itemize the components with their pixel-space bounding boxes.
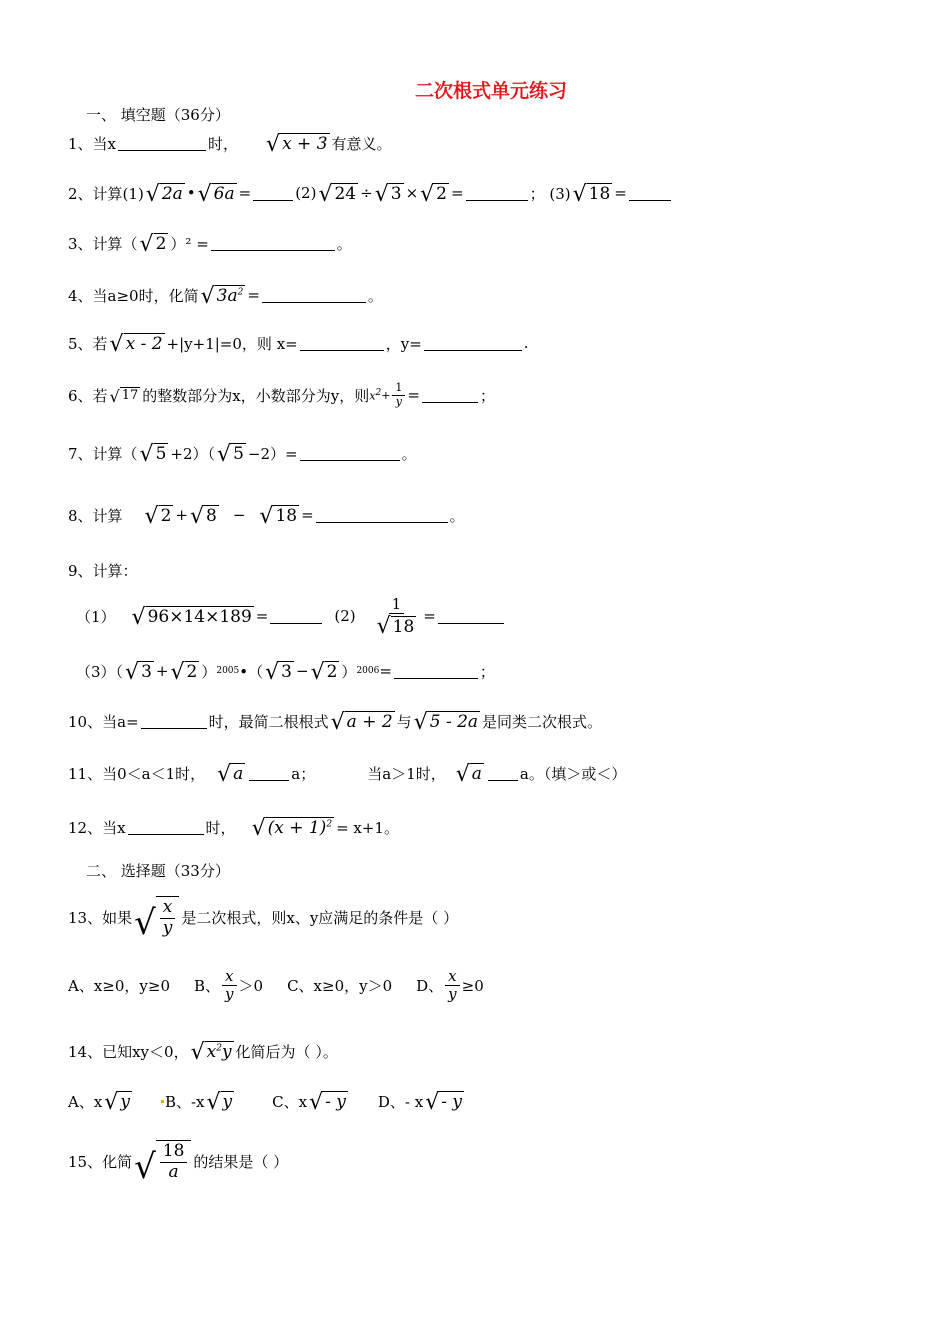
q1-text-c: 有意义。	[331, 134, 392, 153]
question-13	[68, 896, 459, 944]
q5-text-b: +|y+1|=0，则 x=	[166, 334, 298, 353]
q12-text-c: = x+1。	[336, 818, 399, 837]
q2-text-f: =	[614, 184, 627, 202]
q2-radical-6a: √ 6a	[197, 182, 235, 207]
q3-answer-blank[interactable]	[211, 236, 335, 251]
q11-text-a: 11、当0＜a＜1时，	[68, 764, 206, 783]
q9-blank-1[interactable]	[270, 609, 322, 624]
q2-radical-2: √ 2	[420, 182, 447, 207]
q10-radical-5-minus-2a: √ 5 - 2a	[413, 710, 479, 735]
q9-text-e: =	[423, 607, 436, 626]
q14-text-b: 化简后为（ ）。	[235, 1042, 338, 1061]
question-14	[68, 1040, 338, 1065]
q7-text-c: −2）=	[247, 444, 298, 463]
question-5	[68, 332, 529, 357]
q14-option-c-radical: √ - y	[309, 1090, 346, 1115]
q9-exponent-2005: 2005	[216, 666, 240, 676]
q6-answer-blank[interactable]	[422, 388, 478, 403]
q9-text-h: ）	[201, 662, 217, 681]
q13-option-b-text: ＞0	[238, 977, 264, 996]
q9-radical-3a: √ 3	[125, 660, 152, 685]
q9-fraction-1-over-root18: 1 √ 18	[376, 595, 415, 640]
q7-text-b: +2）（	[170, 444, 216, 463]
q4-text-b: =	[247, 286, 260, 304]
question-8	[68, 504, 465, 529]
question-7	[68, 442, 417, 467]
section-choice-label: 二、 选择题（33分）	[86, 862, 230, 880]
q8-text-c: −	[232, 506, 246, 524]
q10-text-a: 10、当a=	[68, 712, 139, 731]
q9-text-k: −	[295, 662, 309, 680]
q6-radical-17: √ 17	[109, 387, 139, 407]
q4-text-c: 。	[367, 286, 383, 305]
q1-text-b: 时，	[208, 134, 239, 153]
q8-radical-8: √ 8	[189, 504, 217, 529]
q5-text-d: .	[523, 334, 529, 352]
page-title: 二次根式单元练习	[414, 80, 567, 102]
q2-radical-24: √ 24	[318, 182, 357, 207]
q15-text-a: 15、化简	[68, 1152, 133, 1171]
q10-text-c: 与	[396, 712, 412, 731]
q3-radical-2: √ 2	[139, 232, 167, 257]
q1-answer-blank[interactable]	[118, 136, 206, 151]
q9-radical-product: √ 96×14×189	[131, 605, 252, 631]
q2-blank-1[interactable]	[253, 186, 293, 201]
q6-text-b: 的整数部分为x，小数部分为y，则	[142, 386, 370, 405]
q13-text-a: 13、如果	[68, 908, 133, 927]
q9-radical-2a: √ 2	[170, 660, 198, 685]
question-12	[68, 816, 399, 841]
q1-text-a: 1、当x	[68, 134, 117, 153]
q14-text-a: 14、已知xy＜0，	[68, 1042, 189, 1061]
question-1	[68, 132, 392, 157]
q4-radical-3a2: √ $3a^2$	[200, 284, 244, 309]
q13-option-a[interactable]: A、x≥0，y≥0	[68, 977, 170, 996]
q2-radical-2a: √ 2a	[145, 182, 183, 207]
q14-option-a[interactable]: A、x	[68, 1092, 103, 1111]
q8-text-e: 。	[449, 506, 465, 525]
q6-text-d: ；	[479, 386, 495, 405]
q7-answer-blank[interactable]	[300, 446, 400, 461]
q11-text-d: a。（填＞或＜）	[519, 764, 627, 783]
q14-option-d[interactable]: D、- x	[377, 1092, 424, 1111]
q13-option-b-fraction: $\frac{x}{y}$	[222, 968, 236, 1004]
q13-option-d-fraction: $\frac{x}{y}$	[445, 968, 459, 1004]
q6-text-a: 6、若	[68, 386, 108, 405]
q14-option-d-radical: √ - y	[425, 1090, 462, 1115]
q2-blank-2[interactable]	[466, 186, 528, 201]
q13-option-d[interactable]: D、	[416, 977, 444, 996]
q15-text-b: 的结果是（ ）	[193, 1152, 289, 1171]
question-9-part-1-2	[76, 595, 506, 640]
q7-text-a: 7、计算（	[68, 444, 138, 463]
q11-text-c: 当a＞1时，	[367, 764, 446, 783]
q11-text-b: a；	[291, 764, 316, 783]
q13-option-b[interactable]: B、	[194, 977, 221, 996]
q9-blank-2[interactable]	[438, 609, 504, 624]
q10-text-d: 是同类二次根式。	[482, 712, 603, 731]
q10-text-b: 时，最简二根根式	[208, 712, 329, 731]
question-9-part-3	[76, 660, 495, 685]
q1-radical: √ x + 3	[266, 132, 328, 157]
q14-option-c[interactable]: C、x	[272, 1092, 308, 1111]
q9-text-a: 9、计算：	[68, 562, 138, 580]
q13-text-b: 是二次根式，则x、y应满足的条件是（ ）	[181, 908, 459, 927]
q5-text-c: ，y=	[385, 334, 422, 353]
q8-radical-2: √ 2	[144, 504, 172, 529]
q9-text-b: （1）	[76, 607, 116, 626]
q11-radical-a-1: √ a	[217, 762, 244, 787]
q9-text-l: ）	[341, 662, 357, 681]
q5-text-a: 5、若	[68, 334, 108, 353]
q9-blank-3[interactable]	[394, 664, 478, 679]
q9-text-f: （3）（	[76, 662, 124, 681]
q13-option-c[interactable]: C、x≥0，y＞0	[287, 977, 393, 996]
q12-radical: √ $(x + 1)^2$	[251, 816, 333, 841]
q9-exponent-2006: 2006	[356, 666, 380, 676]
question-2: 2、计算(1) √ 2a • √ 6a = (2) √ 24 ÷ √ 3 × √ 2 = ； (3) √ 18 =	[68, 182, 673, 204]
q13-option-d-text: ≥0	[461, 976, 484, 995]
q11-blank-2[interactable]	[488, 766, 518, 781]
q12-answer-blank[interactable]	[128, 820, 204, 835]
q8-radical-18: √ 18	[259, 504, 298, 529]
q8-text-d: =	[301, 506, 314, 524]
q5-blank-y[interactable]	[424, 336, 522, 351]
q14-radical-x2y: √ $x^2y$	[190, 1040, 232, 1065]
q3-text-b: ）² =	[170, 234, 209, 253]
q15-radical-18-over-a: √ $\frac{18}{a}$	[134, 1140, 191, 1182]
q8-text-b: +	[175, 506, 188, 524]
q9-text-g: +	[155, 662, 169, 680]
question-15	[68, 1140, 289, 1188]
q10-answer-blank[interactable]	[141, 714, 207, 729]
q9-text-d: (2)	[334, 607, 356, 626]
q14-option-b[interactable]: B、-x	[164, 1092, 205, 1111]
q11-blank-1[interactable]	[249, 766, 289, 781]
q9-text-n: =	[379, 662, 392, 680]
q9-text-j: •（	[239, 662, 264, 681]
q11-radical-a-2: √ a	[455, 762, 482, 787]
question-11	[68, 762, 627, 787]
question-13-options	[68, 968, 484, 1004]
section-fill-in-label: 一、 填空题（36分）	[86, 106, 230, 124]
q2-text-d: =	[451, 184, 464, 202]
q2-text-b: =	[238, 184, 252, 202]
q4-answer-blank[interactable]	[262, 288, 366, 303]
q12-text-b: 时，	[205, 818, 236, 837]
q6-fraction: $\frac{1}{y}$	[392, 382, 405, 408]
q8-answer-blank[interactable]	[316, 508, 448, 523]
q2-text-a: 2、计算(1)	[68, 184, 144, 203]
question-3	[68, 232, 352, 257]
q14-option-a-radical: √ y	[104, 1090, 130, 1115]
q14-option-b-radical: √ y	[206, 1090, 233, 1115]
question-10	[68, 710, 603, 735]
q2-radical-18: √ 18	[572, 182, 611, 207]
q5-radical: √ x - 2	[109, 332, 163, 357]
q13-radical-x-over-y: √ $\frac{x}{y}$	[134, 896, 179, 938]
q9-text-o: ；	[479, 662, 495, 681]
q5-blank-x[interactable]	[300, 336, 384, 351]
q3-text-c: 。	[336, 234, 352, 253]
q9-radical-3b: √ 3	[265, 660, 292, 685]
q3-text-a: 3、计算（	[68, 234, 138, 253]
q2-text-c: (2)	[295, 184, 317, 202]
section-fill-in	[86, 104, 230, 125]
question-6: 6、若 √ 17 的整数部分为x，小数部分为y，则 $x^2$ + $\frac{1}{y}$ = ；	[68, 381, 495, 408]
q2-blank-3[interactable]	[629, 186, 671, 201]
q2-text-e: ； (3)	[529, 184, 571, 203]
q10-radical-a-plus-2: √ a + 2	[330, 710, 393, 735]
q2-radical-3: √ 3	[374, 182, 402, 207]
q6-text-c: =	[407, 386, 420, 405]
q12-text-a: 12、当x	[68, 818, 126, 837]
question-14-options	[68, 1090, 466, 1115]
question-9	[68, 560, 138, 581]
q8-text-a: 8、计算	[68, 506, 123, 525]
section-choice	[86, 860, 230, 881]
q4-text-a: 4、当a≥0时，化简	[68, 286, 199, 305]
q7-radical-5b: √ 5	[217, 442, 244, 467]
question-4	[68, 284, 383, 309]
q7-text-d: 。	[401, 444, 417, 463]
q7-radical-5a: √ 5	[139, 442, 167, 467]
q9-text-c: =	[255, 607, 269, 626]
q9-radical-2b: √ 2	[310, 660, 338, 685]
